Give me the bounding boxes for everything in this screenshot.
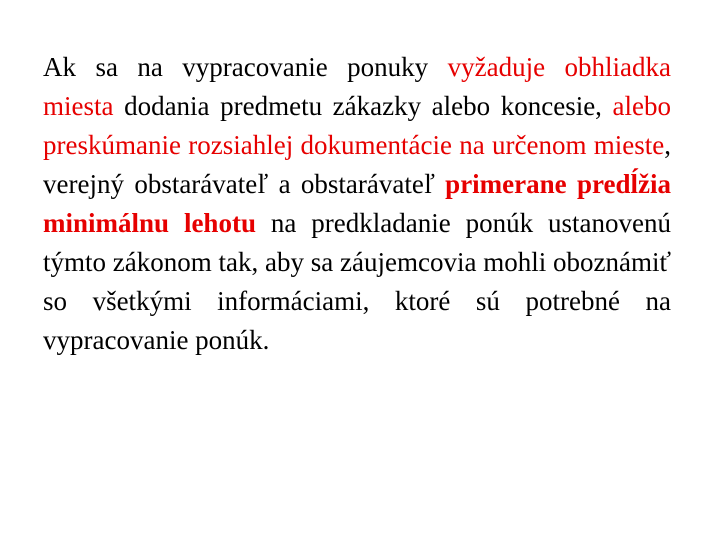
text-segment: dodania predmetu zákazky alebo koncesie, [113,91,613,121]
body-paragraph [43,48,671,360]
emphasized-text-segment: primerane predĺžia minimálnu lehotu [43,169,671,238]
highlighted-text-segment: alebo preskúmanie rozsiahlej dokumentácie na určenom mieste [43,91,671,160]
text-segment: , verejný obstarávateľ a obstarávateľ [43,130,671,199]
highlighted-text-segment: vyžaduje obhliadka miesta [43,52,671,121]
text-segment: na predkladanie ponúk ustanovenú týmto zákonom tak, aby sa záujemcovia mohli oboznámiť so všetkými informáciami, ktoré sú potrebné na vypracovanie ponúk. [43,208,672,355]
text-segment: Ak sa na vypracovanie ponuky [43,52,448,82]
